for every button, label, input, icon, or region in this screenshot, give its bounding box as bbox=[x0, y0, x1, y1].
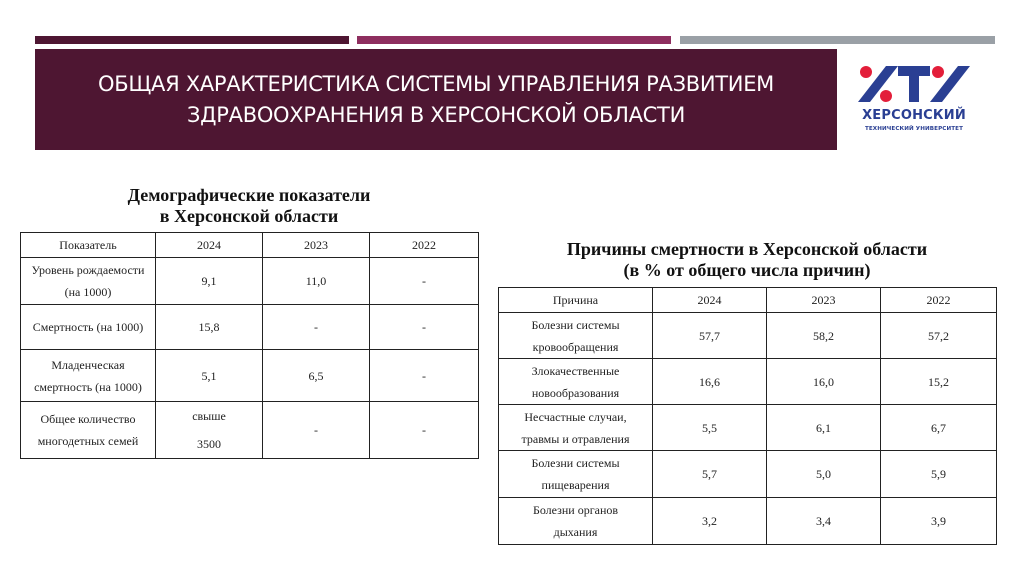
table-row bbox=[499, 498, 997, 545]
row-label bbox=[499, 359, 653, 405]
column-header: Причина bbox=[499, 288, 653, 313]
table-header-row bbox=[21, 233, 479, 258]
cell-2023: - bbox=[263, 305, 370, 350]
decor-bar-dark bbox=[35, 36, 349, 44]
cell-2024: 57,7 bbox=[653, 313, 767, 359]
row-label-line: Несчастные случаи, bbox=[524, 409, 627, 424]
row-label-line: Уровень рождаемости bbox=[31, 263, 145, 277]
column-header: 2024 bbox=[653, 288, 767, 313]
cell-2024: 16,6 bbox=[653, 359, 767, 405]
row-label-line: смертность (на 1000) bbox=[34, 379, 142, 394]
cell-2023: 11,0 bbox=[263, 258, 370, 305]
cell-2024: 5,1 bbox=[156, 350, 263, 402]
column-header: 2023 bbox=[767, 288, 881, 313]
university-name: ХЕРСОНСКИЙ bbox=[862, 108, 966, 123]
table-header-row bbox=[499, 288, 997, 313]
cell-2022: - bbox=[370, 402, 479, 459]
cell-2022: - bbox=[370, 258, 479, 305]
cell-2023: 6,5 bbox=[263, 350, 370, 402]
table-row bbox=[499, 405, 997, 451]
cell-2023: 3,4 bbox=[767, 498, 881, 545]
mortality-caption-line2: (в % от общего числа причин) bbox=[623, 260, 871, 280]
table-row bbox=[21, 402, 479, 459]
row-label-line: Болезни системы bbox=[531, 317, 620, 332]
row-label bbox=[499, 451, 653, 498]
cell-2022: 3,9 bbox=[881, 498, 997, 545]
row-label-line: Болезни органов bbox=[532, 503, 619, 517]
cell-2024: 9,1 bbox=[156, 258, 263, 305]
mortality-causes-table bbox=[498, 287, 997, 545]
demographics-caption-line1: Демографические показатели bbox=[127, 185, 371, 205]
slide-title-line2: ЗДРАВООХРАНЕНИЯ В ХЕРСОНСКОЙ ОБЛАСТИ bbox=[187, 102, 685, 127]
cell-2023: - bbox=[263, 402, 370, 459]
row-label: Смертность (на 1000) bbox=[21, 305, 156, 350]
row-label-line: травмы и отравления bbox=[521, 431, 630, 446]
column-header: Показатель bbox=[21, 233, 156, 258]
row-label-line: пищеварения bbox=[541, 478, 610, 492]
column-header: 2023 bbox=[263, 233, 370, 258]
cell-line: 3500 bbox=[197, 437, 221, 451]
cell-2024: 3,2 bbox=[653, 498, 767, 545]
mortality-causes-caption bbox=[498, 239, 996, 281]
row-label-line: кровообращения bbox=[532, 339, 619, 354]
table-row bbox=[21, 350, 479, 402]
cell-2024: 5,7 bbox=[653, 451, 767, 498]
table-row bbox=[21, 305, 479, 350]
column-header: 2022 bbox=[881, 288, 997, 313]
cell-2022: 57,2 bbox=[881, 313, 997, 359]
university-logo bbox=[856, 62, 972, 140]
row-label bbox=[499, 498, 653, 545]
cell-line: свыше bbox=[192, 409, 226, 423]
decor-bar-gray bbox=[680, 36, 995, 44]
demographics-caption bbox=[20, 185, 478, 227]
table-row bbox=[499, 359, 997, 405]
cell-2022: 15,2 bbox=[881, 359, 997, 405]
row-label-line: Младенческая bbox=[51, 357, 125, 372]
cell-2023: 16,0 bbox=[767, 359, 881, 405]
row-label-line: многодетных семей bbox=[37, 434, 139, 448]
row-label-line: (на 1000) bbox=[64, 285, 112, 299]
demographics-caption-line2: в Херсонской области bbox=[159, 206, 339, 226]
table-row bbox=[21, 258, 479, 305]
decor-bar-magenta bbox=[357, 36, 671, 44]
row-label-line: Общее количество bbox=[40, 412, 136, 426]
demographics-table bbox=[20, 232, 479, 459]
row-label-line: Злокачественные bbox=[531, 363, 620, 378]
slide-title-banner bbox=[35, 49, 837, 150]
cell-2023: 58,2 bbox=[767, 313, 881, 359]
cell-2022: - bbox=[370, 350, 479, 402]
row-label bbox=[21, 258, 156, 305]
row-label bbox=[499, 313, 653, 359]
row-label-line: Болезни системы bbox=[531, 456, 620, 470]
column-header: 2022 bbox=[370, 233, 479, 258]
mortality-caption-line1: Причины смертности в Херсонской области bbox=[566, 239, 928, 259]
table-row bbox=[499, 313, 997, 359]
column-header: 2024 bbox=[156, 233, 263, 258]
cell-2023: 5,0 bbox=[767, 451, 881, 498]
row-label bbox=[21, 402, 156, 459]
university-logo-mark-icon bbox=[856, 62, 972, 106]
row-label bbox=[21, 350, 156, 402]
cell-2022: 6,7 bbox=[881, 405, 997, 451]
row-label-line: дыхания bbox=[553, 525, 598, 539]
university-subtitle: ТЕХНИЧЕСКИЙ УНИВЕРСИТЕТ bbox=[864, 126, 964, 132]
table-row bbox=[499, 451, 997, 498]
row-label bbox=[499, 405, 653, 451]
slide-title-line1: ОБЩАЯ ХАРАКТЕРИСТИКА СИСТЕМЫ УПРАВЛЕНИЯ РАЗВИТИЕМ bbox=[98, 71, 774, 96]
cell-2022: - bbox=[370, 305, 479, 350]
cell-2023: 6,1 bbox=[767, 405, 881, 451]
cell-2024: 5,5 bbox=[653, 405, 767, 451]
cell-2022: 5,9 bbox=[881, 451, 997, 498]
row-label-line: новообразования bbox=[531, 385, 620, 400]
cell-2024 bbox=[156, 402, 263, 459]
cell-2024: 15,8 bbox=[156, 305, 263, 350]
